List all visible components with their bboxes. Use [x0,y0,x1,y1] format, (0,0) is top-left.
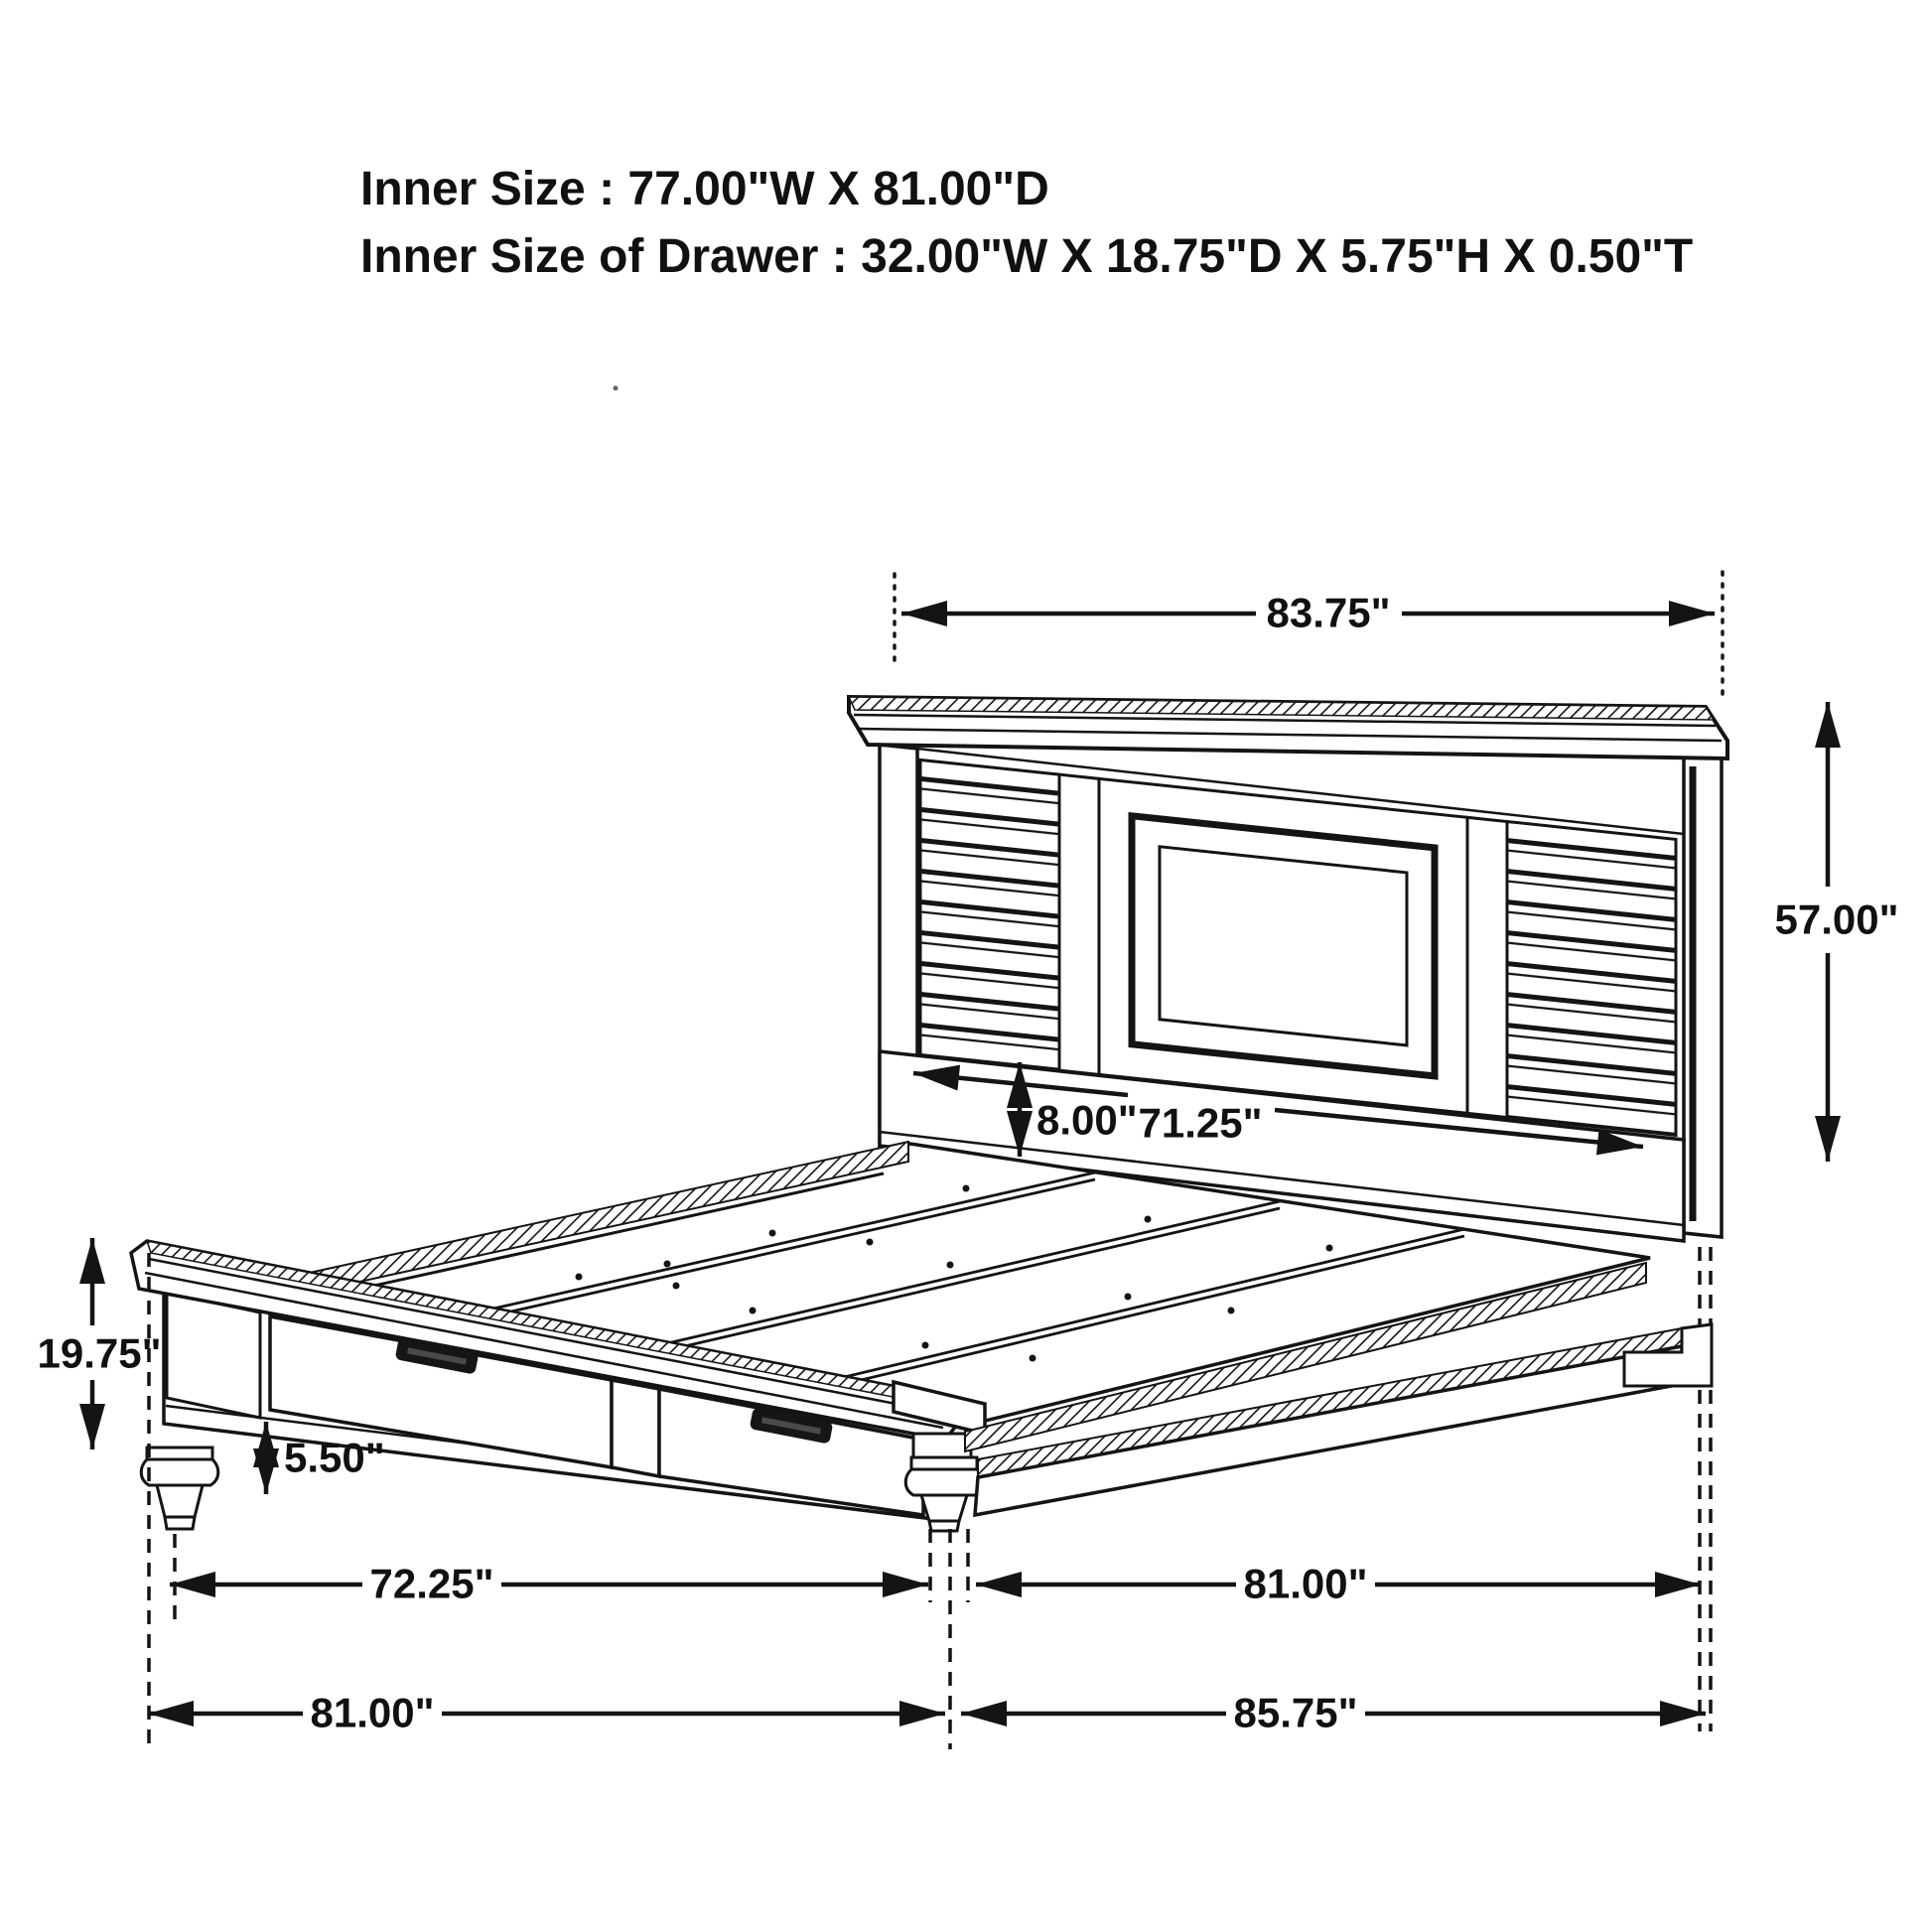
footboard-left-post-face [167,1293,260,1418]
dim-overall-width [901,590,1715,636]
headboard-inner-width-label: 71.25" [1138,1099,1263,1147]
inner-drawer-size-text: Inner Size of Drawer : 32.00"W X 18.75"D X 5.75"H X 0.50"T [360,230,1694,283]
drawer-span-width-label: 72.25" [369,1560,494,1607]
drawer-divider [612,1380,659,1476]
right-shutter-panel [1507,822,1676,1136]
dim-drawer-span-width [170,1561,928,1607]
dim-footboard-width [148,1690,945,1736]
dim-headboard-height [1774,702,1898,1162]
headboard-height-label: 57.00" [1774,896,1899,943]
center-panel-inner [1160,847,1407,1045]
right-stile [1467,817,1507,1117]
base-rail-height-label: 8.00" [1036,1096,1138,1144]
speck-artifact [614,386,619,391]
footboard-left-foot [141,1448,218,1529]
footboard-height-label: 19.75" [37,1329,162,1377]
side-rail-length-label: 81.00" [1243,1560,1368,1607]
overall-length-label: 85.75" [1233,1689,1358,1736]
dim-overall-length [961,1690,1706,1736]
under-clearance-label: 5.50" [284,1434,385,1481]
dim-side-rail-length [976,1561,1701,1607]
left-stile [1059,774,1099,1074]
left-shutter-panel [920,759,1059,1070]
overall-width-label: 83.75" [1266,589,1391,636]
inner-size-text: Inner Size : 77.00"W X 81.00"D [360,163,1049,215]
footboard-width-label: 81.00" [310,1689,435,1736]
